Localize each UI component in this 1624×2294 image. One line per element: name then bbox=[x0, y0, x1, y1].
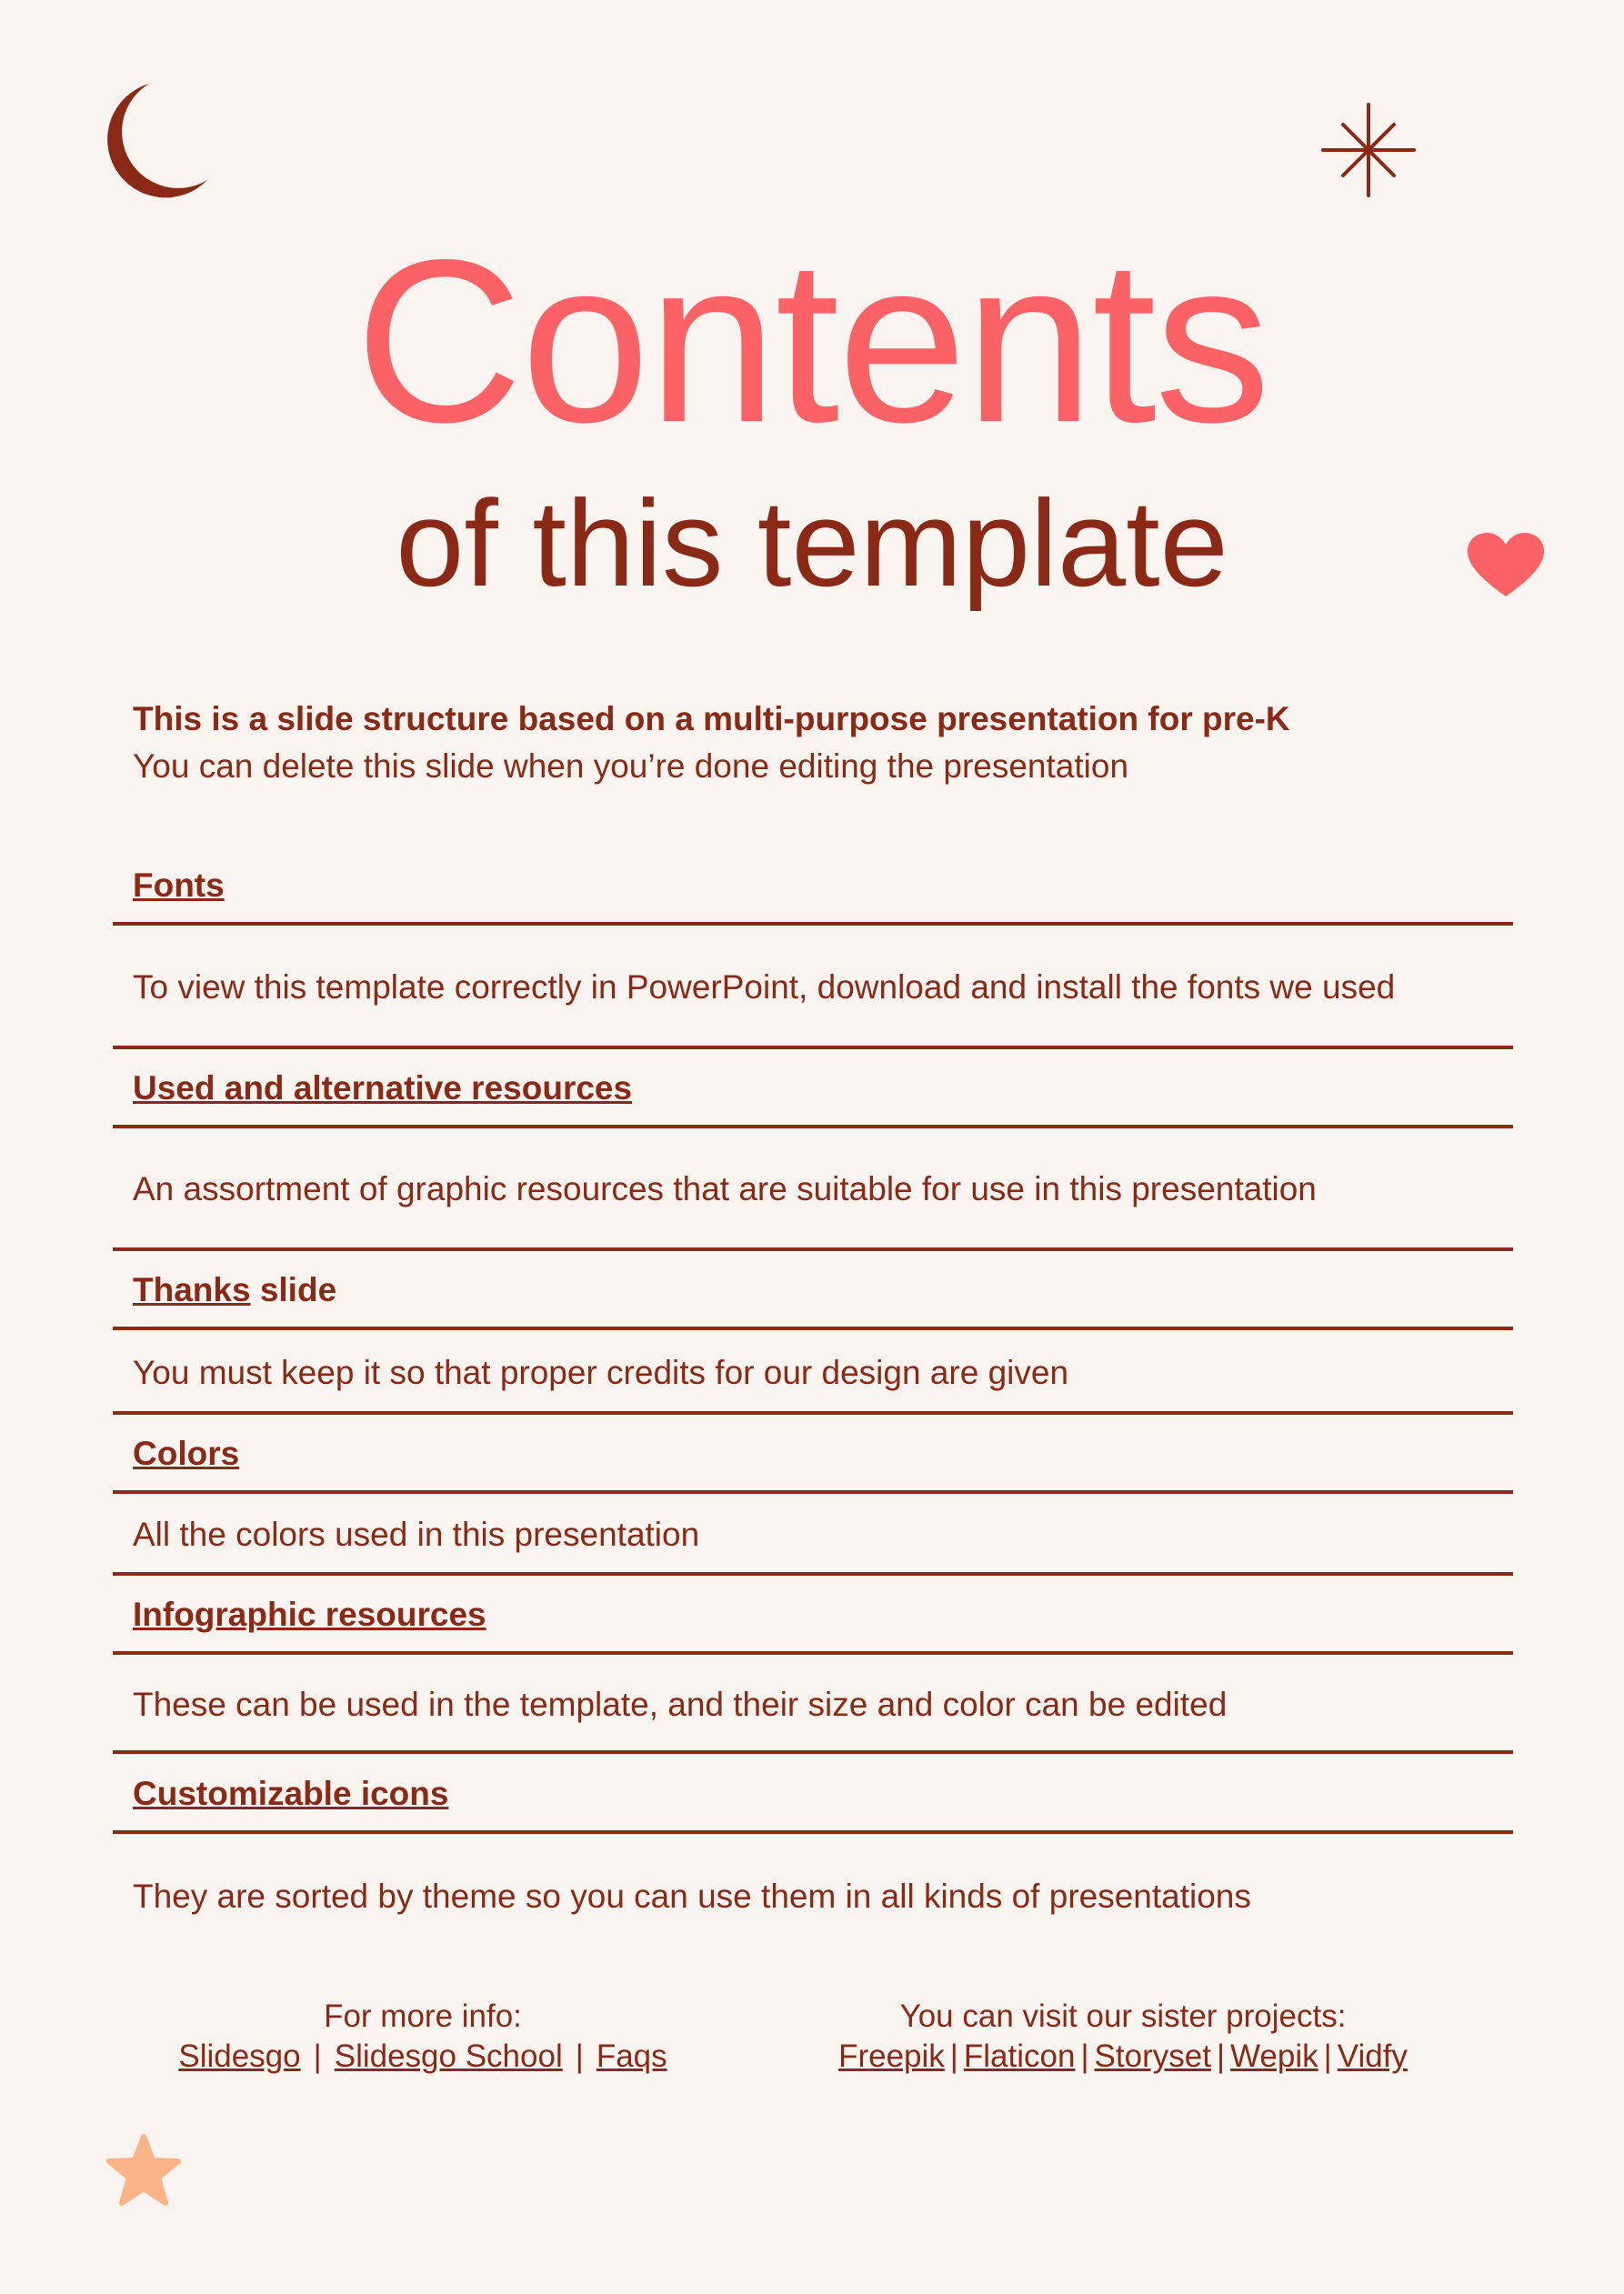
divider bbox=[113, 1247, 1513, 1251]
footer-right-label: You can visit our sister projects: bbox=[899, 1998, 1347, 2034]
thanks-link[interactable]: Thanks bbox=[133, 1271, 251, 1308]
flaticon-link[interactable]: Flaticon bbox=[963, 2039, 1076, 2074]
vidfy-link[interactable]: Vidfy bbox=[1337, 2039, 1408, 2074]
moon-icon bbox=[91, 80, 218, 203]
section-desc-resources: An assortment of graphic resources that are suitable for use in this presentation bbox=[133, 1170, 1317, 1207]
faqs-link[interactable]: Faqs bbox=[596, 2039, 667, 2074]
fonts-link[interactable]: Fonts bbox=[133, 867, 225, 904]
section-heading-resources bbox=[133, 1068, 632, 1108]
divider bbox=[113, 1651, 1513, 1655]
intro-bold-line: This is a slide structure based on a multi-purpose presentation for pre-K bbox=[133, 700, 1290, 737]
separator: | bbox=[1216, 2039, 1226, 2074]
intro-line: You can delete this slide when you’re done editing the presentation bbox=[133, 747, 1129, 785]
section-desc-thanks: You must keep it so that proper credits for our design are given bbox=[133, 1354, 1069, 1391]
section-heading-icons bbox=[133, 1774, 448, 1814]
divider bbox=[113, 1750, 1513, 1754]
footer-left-links bbox=[127, 2037, 718, 2077]
wepik-link[interactable]: Wepik bbox=[1230, 2039, 1318, 2074]
section-heading-thanks bbox=[133, 1270, 336, 1310]
separator: | bbox=[1323, 2039, 1332, 2074]
resources-link[interactable]: Used and alternative resources bbox=[133, 1069, 633, 1107]
page-subtitle: of this template bbox=[396, 475, 1228, 612]
divider bbox=[113, 1411, 1513, 1415]
slidesgo-link[interactable]: Slidesgo bbox=[178, 2039, 301, 2074]
divider bbox=[113, 1046, 1513, 1049]
storyset-link[interactable]: Storyset bbox=[1094, 2039, 1211, 2074]
section-desc-icons: They are sorted by theme so you can use them in all kinds of presentations bbox=[133, 1878, 1251, 1915]
footer-more-info bbox=[127, 1997, 718, 2077]
icons-link[interactable]: Customizable icons bbox=[133, 1775, 449, 1812]
section-desc-fonts: To view this template correctly in PowerPoint, download and install the fonts we used bbox=[133, 968, 1396, 1006]
slidesgo-school-link[interactable]: Slidesgo School bbox=[334, 2039, 563, 2074]
sparkle-icon bbox=[1320, 102, 1417, 198]
footer-sister-projects bbox=[800, 1997, 1446, 2077]
divider bbox=[113, 1125, 1513, 1128]
separator: | bbox=[313, 2039, 322, 2074]
intro-text bbox=[133, 696, 1290, 790]
star-icon bbox=[105, 2133, 182, 2208]
separator: | bbox=[949, 2039, 958, 2074]
divider bbox=[113, 1490, 1513, 1494]
divider bbox=[113, 922, 1513, 926]
colors-link[interactable]: Colors bbox=[133, 1435, 240, 1472]
freepik-link[interactable]: Freepik bbox=[838, 2039, 945, 2074]
section-heading-colors bbox=[133, 1434, 239, 1474]
divider bbox=[113, 1572, 1513, 1576]
infographic-link[interactable]: Infographic resources bbox=[133, 1596, 486, 1633]
section-desc-colors: All the colors used in this presentation bbox=[133, 1516, 700, 1553]
footer-right-links bbox=[800, 2037, 1446, 2077]
thanks-suffix: slide bbox=[250, 1271, 337, 1308]
section-desc-infographic: These can be used in the template, and their size and color can be edited bbox=[133, 1686, 1228, 1723]
section-heading-fonts bbox=[133, 866, 225, 906]
footer-left-label: For more info: bbox=[324, 1998, 522, 2034]
separator: | bbox=[1080, 2039, 1089, 2074]
divider bbox=[113, 1830, 1513, 1834]
page-title: Contents bbox=[355, 212, 1269, 471]
separator: | bbox=[575, 2039, 584, 2074]
divider bbox=[113, 1327, 1513, 1330]
section-heading-infographic bbox=[133, 1595, 486, 1635]
